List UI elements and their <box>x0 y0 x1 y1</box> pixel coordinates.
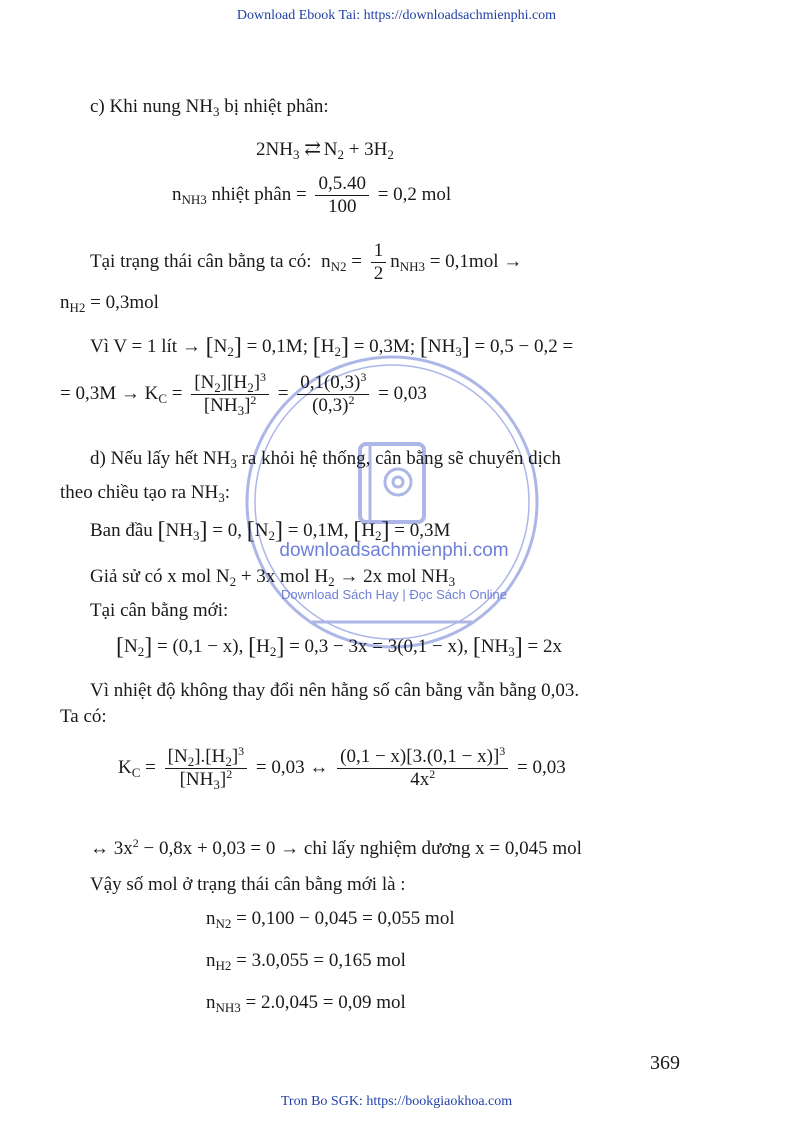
new-concentrations: $[N_2] = (0,1 - x)$, $[H_2] = 0,3 - 3x = 3(0,1 - x)$, $[NH_3] = 2x$ <box>116 634 562 660</box>
new-equilibrium-heading: Tại cân bằng mới: <box>90 600 229 621</box>
assumption-line: Giả sử có x mol $N_2 + 3x$ mol $H_2 \to 2x$ mol $NH_3$ <box>90 566 456 589</box>
watermark-site: downloadsachmienphi.com <box>279 540 509 561</box>
part-d-line2: theo chiều tạo ra $NH_3$: <box>60 482 231 505</box>
constant-temperature-line: Vì nhiệt độ không thay đổi nên hằng số cân bằng vẫn bằng 0,03. <box>90 680 580 701</box>
header-link[interactable]: Download Ebook Tai: https://downloadsachmienphi.com <box>236 8 557 23</box>
final-moles-heading: Vậy số mol ở trạng thái cân bằng mới là : <box>90 874 406 895</box>
final-n2: $n_{N2} = 0,100 - 0,045 = 0,055$ mol <box>206 908 455 931</box>
kc-calculation-1: = $0,3M \to K_C$ = $\frac{[N_2][H_2]^3}{[NH_3]^2}$ = $\frac{0,1(0,3)^3}{(0,3)^2}$ = 0,03 <box>60 370 427 418</box>
n-nh3-decomposed: $n_{NH3}$ nhiệt phân = $\frac{0,5.40}{100}$ = 0,2 mol <box>172 173 452 217</box>
equilibrium-arrow: ⇄ <box>304 138 319 160</box>
watermark-tagline: Download Sách Hay | Đọc Sách Online <box>281 587 507 602</box>
final-nh3: $n_{NH3} = 2.0,045 = 0,09$ mol <box>206 992 406 1015</box>
final-h2: $n_{H2} = 3.0,055 = 0,165$ mol <box>206 950 406 973</box>
reaction-equation: $2NH_3$ ⇄ $N_2 + 3H_2$ <box>256 138 394 162</box>
ta-co: Ta có: <box>60 706 107 727</box>
kc-calculation-2: $K_C$ = $\frac{[N_2].[H_2]^3}{[NH_3]^2}$ = 0,03 ↔ $\frac{(0,1 - x)[3.(0,1 - x)]^3}{4x^2}$ = 0,03 <box>118 744 566 792</box>
n-h2-line: $n_{H2} = 0,3mol$ <box>60 292 159 315</box>
part-d-intro: d) Nếu lấy hết $NH_3$ ra khỏi hệ thống, cân bằng sẽ chuyển dịch <box>90 448 561 471</box>
part-c-intro: c) Khi nung $NH_3$ bị nhiệt phân: <box>90 96 329 119</box>
concentration-line: Vì V = 1 lít → $[N_2] = 0,1M$; $[H_2] = 0,3M$; $[NH_3] = 0,5 - 0,2$ = <box>90 334 574 360</box>
footer-link[interactable]: Tron Bo SGK: https://bookgiaokhoa.com <box>280 1094 513 1109</box>
equilibrium-moles: Tại trạng thái cân bằng ta có: $n_{N2}$ = $\frac{1}{2}$ $n_{NH3} = 0,1mol$ → <box>90 240 523 284</box>
initial-concentrations: Ban đầu $[NH_3] = 0$, $[N_2] = 0,1M$, $[H_2] = 0,3M$ <box>90 518 451 544</box>
quadratic-line: ↔ $3x^2 - 0,8x + 0,03 = 0$ → chỉ lấy nghiệm dương x = 0,045 mol <box>90 836 582 859</box>
page-number: 369 <box>650 1052 680 1074</box>
